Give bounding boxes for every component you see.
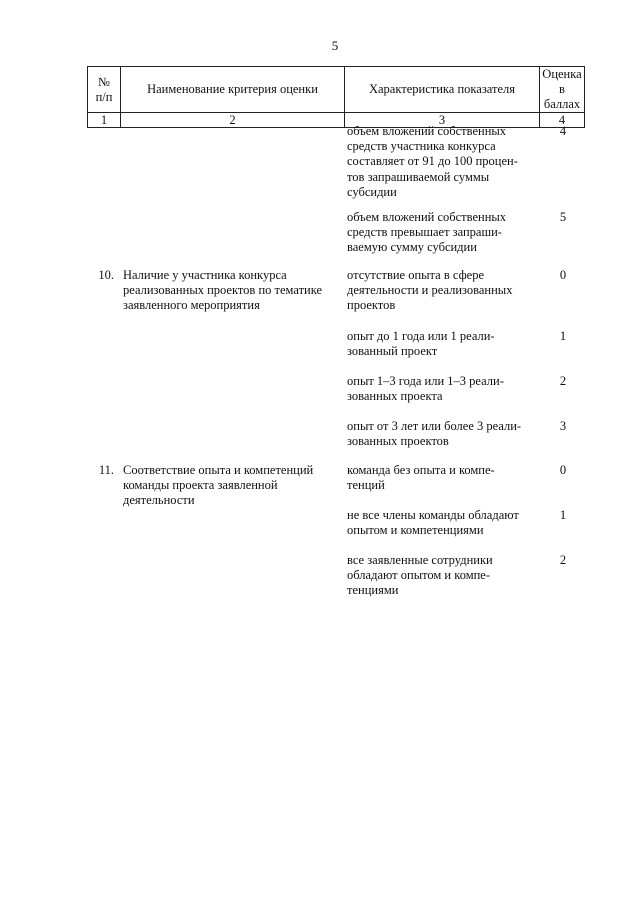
header-col-characteristic: Характеристика показателя <box>345 67 540 113</box>
indicator-score: 0 <box>559 463 567 477</box>
header-col-score: Оценка в баллах <box>540 67 585 113</box>
indicator-text: опыт от 3 лет или более 3 реали- зованных проектов <box>347 419 522 449</box>
indicator-text: команда без опыта и компе- тенций <box>347 463 495 493</box>
indicator-score: 4 <box>559 124 567 138</box>
criterion-number: 10. <box>98 268 114 282</box>
table-header <box>87 66 585 128</box>
indicator-score: 5 <box>559 210 567 224</box>
header-col-num: № п/п <box>88 67 121 113</box>
indicator-text: опыт до 1 года или 1 реали- зованный проект <box>347 329 495 359</box>
indicator-score: 2 <box>559 374 567 388</box>
indicator-text: опыт 1–3 года или 1–3 реали- зованных проекта <box>347 374 504 404</box>
indicator-score: 1 <box>559 329 567 343</box>
page-number: 5 <box>331 38 339 53</box>
criterion-name: Соответствие опыта и компетенций команды проекта заявленной деятельности <box>123 463 314 508</box>
indicator-score: 1 <box>559 508 567 522</box>
indicator-text: объем вложений собственных средств превышает запраши- ваемую сумму субсидии <box>347 210 507 255</box>
column-number-3: 3 <box>345 113 540 128</box>
indicator-text: все заявленные сотрудники обладают опытом и компе- тенциями <box>347 553 493 598</box>
indicator-text: отсутствие опыта в сфере деятельности и реализованных проектов <box>347 268 513 313</box>
criterion-number: 11. <box>98 463 114 477</box>
indicator-score: 2 <box>559 553 567 567</box>
indicator-score: 0 <box>559 268 567 282</box>
header-col-name: Наименование критерия оценки <box>121 67 345 113</box>
indicator-text: объем вложений собственных средств участника конкурса составляет от 91 до 100 процен- тов запрашиваемой суммы субсидии <box>347 124 518 199</box>
column-number-2: 2 <box>121 113 345 128</box>
column-number-1: 1 <box>88 113 121 128</box>
indicator-text: не все члены команды обладают опытом и компетенциями <box>347 508 519 538</box>
indicator-score: 3 <box>559 419 567 433</box>
column-number-4: 4 <box>540 113 585 128</box>
criterion-name: Наличие у участника конкурса реализованных проектов по тематике заявленного мероприятия <box>123 268 323 313</box>
